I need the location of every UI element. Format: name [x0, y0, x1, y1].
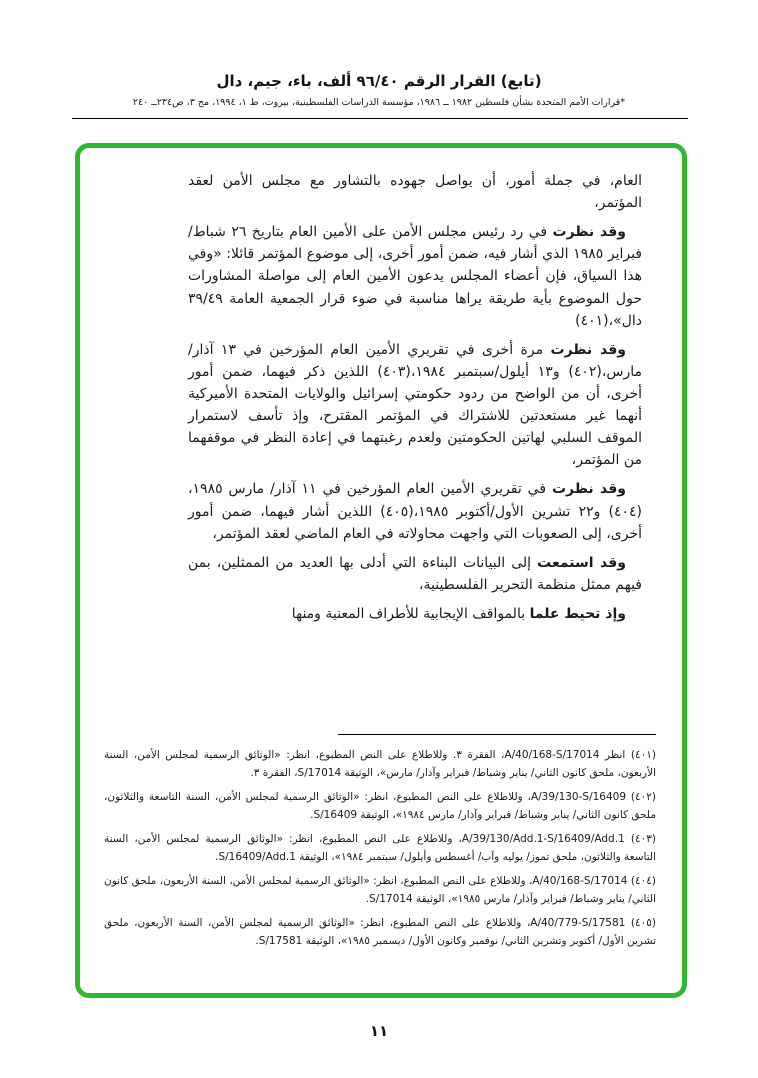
- paragraph-lead: وقد نظرت: [551, 481, 626, 498]
- footnote: (٤٠٣) A/39/130/Add.1-S/16409/Add.1، وللاطلاع على النص المطبوع، انظر: «الوثائق الرسمية لمجلس الأمن، السنة التاسعة والثلاثون، ملحق تموز/ يوليه وآب/ أغسطس وأيلول/ سبتمبر ١٩٨٤»، الوثيقة S/16409/Add.1.: [104, 833, 656, 864]
- page-number: ١١: [369, 1022, 389, 1040]
- body-paragraph: [188, 552, 642, 596]
- paragraph-text: في رد رئيس مجلس الأمن على الأمين العام بتاريخ ٢٦ شباط/ فبراير ١٩٨٥ الذي أشار فيه، ضمن أمور أخرى، إلى موضوع المؤتمر قائلا: «وفي هذا السياق، فإن أعضاء المجلس يدعون الأمين العام إلى مواصلة المشاورات حول الموضوع بأية طريقة يراها مناسبة في ضوء قرار الجمعية العامة ٣٩/٤٩ دال»،(٤٠١): [188, 224, 642, 329]
- paragraph-text: في تقريري الأمين العام المؤرخين في ١١ آذار/ مارس ١٩٨٥،(٤٠٤) و٢٢ تشرين الأول/أكتوبر ١٩٨٥،(٤٠٥) اللذين أشار فيهما، ضمن أمور أخرى، إلى الصعوبات التي واجهت محاولاته في العام الماضي لعقد المؤتمر،: [188, 481, 642, 542]
- paragraph-text: إلى البيانات البناءة التي أدلى بها العديد من الممثلين، بمن فيهم ممثل منظمة التحرير الفلسطينية،: [188, 554, 642, 593]
- paragraph-lead: وقد استمعت: [537, 554, 626, 571]
- content-border-box: [75, 143, 687, 998]
- doc-title: (تابع) القرار الرقم ٩٦/٤٠ ألف، باء، جيم، دال: [216, 72, 542, 90]
- paragraph-text: بالمواقف الإيجابية للأطراف المعنية ومنها: [291, 605, 530, 622]
- paragraph-text: مرة أخرى في تقريري الأمين العام المؤرخين في ١٣ آذار/مارس،(٤٠٢) و١٣ أيلول/سبتمبر ١٩٨٤،(٤٠٣) اللذين ذكر فيهما، ضمن أمور أخرى، أن من الواضح من ردود حكومتي إسرائيل والولايات المتحدة الأميركية أنهما غير مستعدتين للاشتراك في المؤتمر المقترح، وإذ تأسف لاستمرار الموقف السلبي لهاتين الحكومتين ولعدم رغبتهما في إعادة النظر في موقفهما من المؤتمر،: [188, 341, 642, 469]
- paragraph-lead: وإذ تحيط علما: [529, 605, 626, 622]
- footnotes-block: [104, 746, 656, 956]
- footnote: (٤٠٥) A/40/779-S/17581، وللاطلاع على النص المطبوع، انظر: «الوثائق الرسمية لمجلس الأمن، السنة الأربعون، ملحق تشرين الأول/ أكتوبر وتشرين الثاني/ نوفمبر وكانون الأول/ ديسمبر ١٩٨٥»، الوثيقة S/17581.: [104, 917, 657, 948]
- body-paragraph: [188, 603, 642, 625]
- footnote: (٤٠١) انظر A/40/168-S/17014، الفقرة ٣. وللاطلاع على النص المطبوع، انظر: «الوثائق الرسمية لمجلس الأمن، السنة الأربعون، ملحق كانون الثاني/ يناير وشباط/ فبراير وآذار/ مارس»، الوثيقة S/17014، الفقرة ٣.: [104, 749, 656, 780]
- paragraph-lead: وقد نظرت: [552, 224, 626, 241]
- footnote-separator-rule: [338, 734, 656, 735]
- body-paragraph: [188, 478, 642, 544]
- footnote: (٤٠٤) A/40/168-S/17014، وللاطلاع على النص المطبوع، انظر: «الوثائق الرسمية لمجلس الأمن، السنة الأربعون، ملحق كانون الثاني/ يناير وشباط/ فبراير وآذار/ مارس ١٩٨٥»، الوثيقة S/17014.: [104, 875, 657, 906]
- footnote: (٤٠٢) A/39/130-S/16409، وللاطلاع على النص المطبوع، انظر: «الوثائق الرسمية لمجلس الأمن، السنة التاسعة والثلاثون، ملحق كانون الثاني/ يناير وشباط/ فبراير وآذار/ مارس ١٩٨٤»، الوثيقة S/16409.: [104, 791, 656, 822]
- paragraph-text: العام، في جملة أمور، أن يواصل جهوده بالتشاور مع مجلس الأمن لعقد المؤتمر،: [188, 173, 642, 212]
- body-paragraph: [188, 170, 642, 214]
- body-text-block: [188, 170, 642, 632]
- header-rule: [72, 118, 688, 119]
- paragraph-lead: وقد نظرت: [550, 341, 626, 358]
- body-paragraph: [188, 339, 642, 472]
- body-paragraph: [188, 221, 642, 332]
- doc-source-line: *قرارات الأمم المتحدة بشأن فلسطين ١٩٨٢ ــ ١٩٨٦، مؤسسة الدراسات الفلسطينية، بيروت، ط ١، ١٩٩٤، مج ٣، ص٢٣٤ــ ٢٤٠: [132, 97, 626, 108]
